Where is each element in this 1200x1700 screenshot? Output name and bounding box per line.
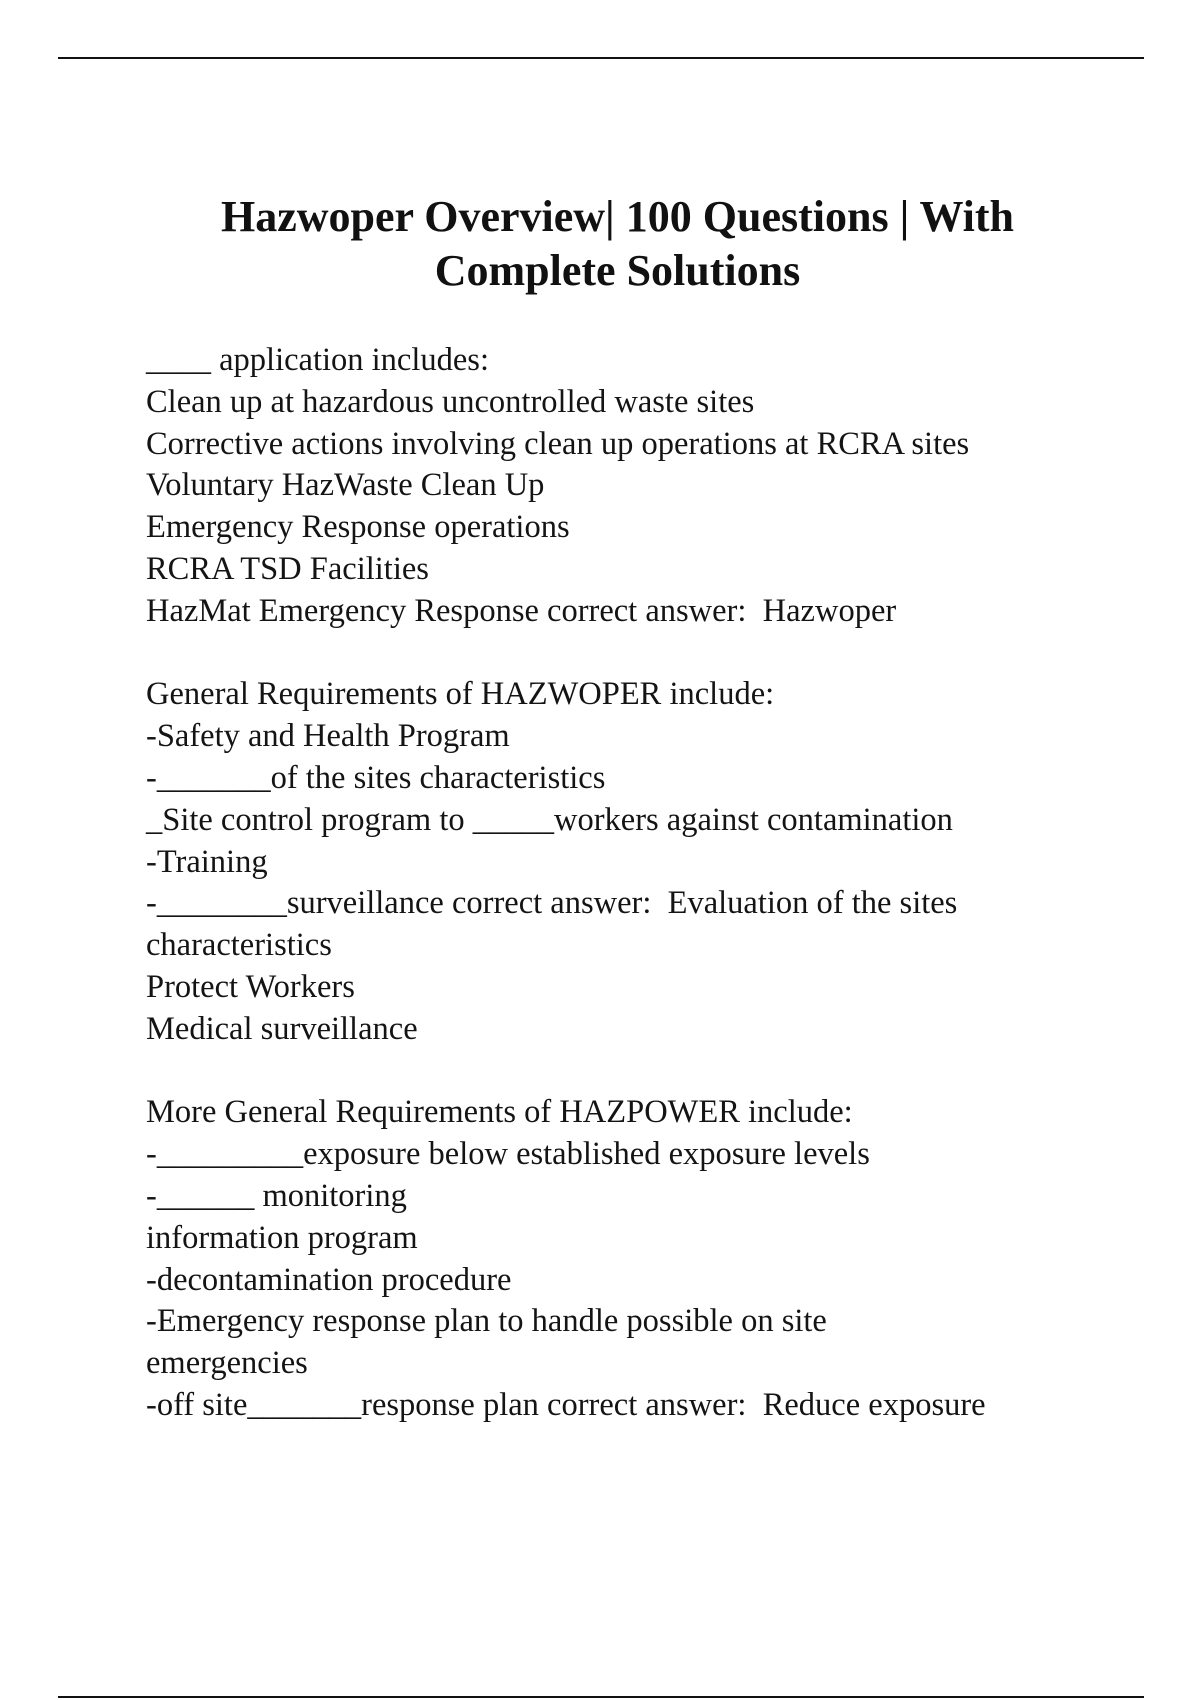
footer-rule (58, 1696, 1144, 1698)
question-line: RCRA TSD Facilities (146, 550, 429, 587)
question-line: -decontamination procedure (146, 1261, 512, 1298)
question-line: -_________exposure below established exposure levels (146, 1136, 870, 1173)
answer-line: Protect Workers (146, 968, 355, 1005)
question-line: -______ monitoring (146, 1177, 407, 1214)
question-line: Clean up at hazardous uncontrolled waste sites (146, 383, 755, 420)
question-line: _Site control program to _____workers against contamination (146, 801, 953, 838)
question-list (146, 340, 1146, 1427)
question-line: information program (146, 1219, 418, 1256)
document-title (90, 190, 1145, 298)
answer-line: HazMat Emergency Response correct answer: Hazwoper (146, 592, 897, 629)
question-line: emergencies (146, 1345, 308, 1382)
question-line: ____ application includes: (146, 342, 489, 378)
question-line: More General Requirements of HAZPOWER include: (146, 1094, 853, 1131)
question-line: -Emergency response plan to handle possible on site (146, 1303, 827, 1340)
question-line: Emergency Response operations (146, 509, 570, 546)
question-line: Corrective actions involving clean up operations at RCRA sites (146, 425, 970, 462)
answer-line: Medical surveillance (146, 1010, 418, 1047)
title-line: Complete Solutions (434, 246, 801, 295)
answer-line: -off site_______response plan correct answer: Reduce exposure (146, 1386, 986, 1423)
question-block-1 (146, 340, 1146, 633)
question-line: -Training (146, 843, 268, 880)
question-line: General Requirements of HAZWOPER include: (146, 676, 775, 713)
title-line: Hazwoper Overview| 100 Questions | With (220, 192, 1015, 241)
question-line: -Safety and Health Program (146, 718, 510, 755)
answer-line: -________surveillance correct answer: Evaluation of the sites (146, 885, 958, 922)
header-rule (58, 57, 1144, 59)
question-line: -_______of the sites characteristics (146, 759, 606, 796)
answer-line: characteristics (146, 927, 332, 964)
question-line: Voluntary HazWaste Clean Up (146, 467, 545, 504)
question-block-3 (146, 1092, 1146, 1426)
question-block-2 (146, 674, 1146, 1050)
